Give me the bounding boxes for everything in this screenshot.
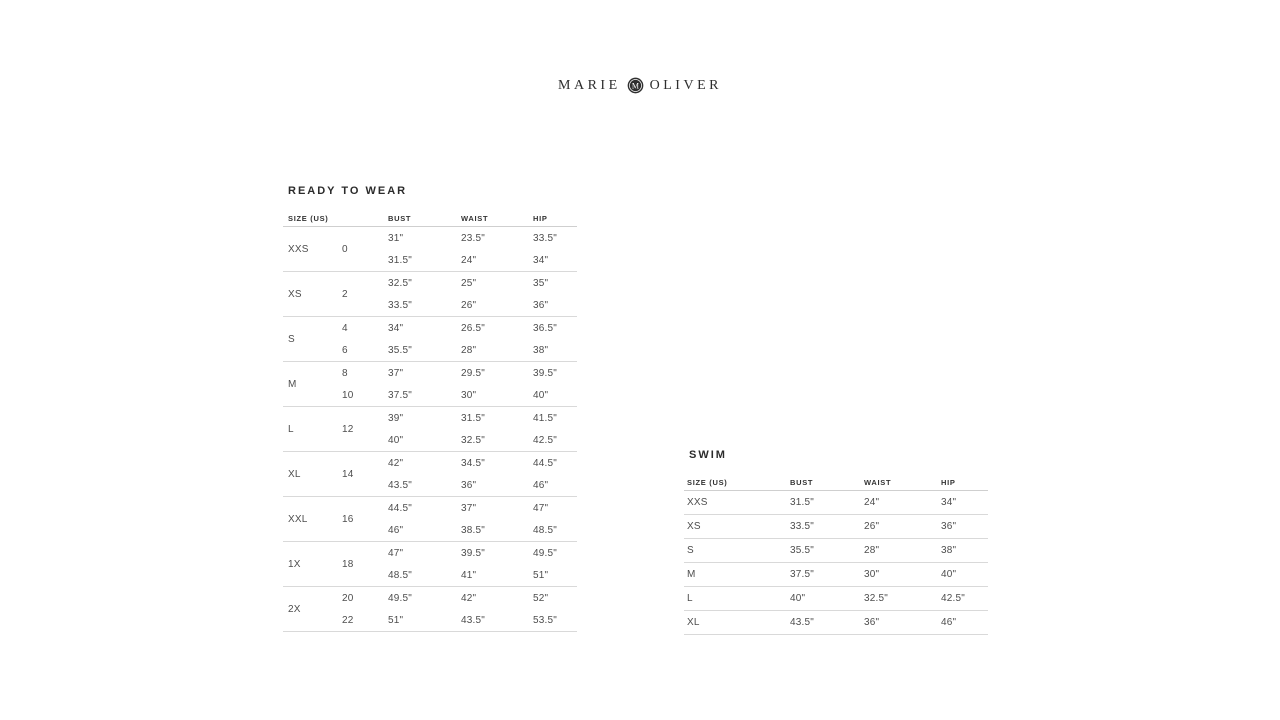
rtw-bust-value: 31" xyxy=(388,232,404,244)
rtw-us-size: 10 xyxy=(342,389,354,401)
rtw-waist-value: 30" xyxy=(461,389,477,401)
rtw-table-header xyxy=(283,211,577,227)
rtw-bust-value: 51" xyxy=(388,614,404,626)
rtw-size-label: XL xyxy=(288,468,301,480)
swim-bust-value: 40" xyxy=(790,593,806,604)
rtw-hip-value: 36" xyxy=(533,299,549,311)
rtw-bust-value: 44.5" xyxy=(388,502,413,514)
rtw-hip-value: 51" xyxy=(533,569,549,581)
rtw-bust-value: 37.5" xyxy=(388,389,413,401)
rtw-waist-value: 43.5" xyxy=(461,614,486,626)
rtw-column-header: BUST xyxy=(388,214,412,223)
rtw-us-size: 22 xyxy=(342,614,354,626)
rtw-size-label: S xyxy=(288,333,295,345)
rtw-waist-value: 42" xyxy=(461,592,477,604)
brand-logo xyxy=(0,77,1280,94)
swim-size-label: XXS xyxy=(687,497,708,508)
ready-to-wear-section xyxy=(283,185,577,632)
swim-bust-value: 33.5" xyxy=(790,521,815,532)
swim-section xyxy=(684,449,988,635)
swim-hip-value: 42.5" xyxy=(941,593,966,604)
rtw-us-size: 12 xyxy=(342,423,354,435)
rtw-waist-value: 39.5" xyxy=(461,547,486,559)
mo-monogram-icon xyxy=(627,77,644,94)
swim-waist-value: 28" xyxy=(864,545,880,556)
rtw-hip-value: 47" xyxy=(533,502,549,514)
swim-table-row xyxy=(684,515,988,539)
rtw-bust-value: 40" xyxy=(388,434,404,446)
rtw-size-group xyxy=(283,362,577,407)
rtw-hip-value: 35" xyxy=(533,277,549,289)
swim-column-header: SIZE (US) xyxy=(687,477,728,487)
rtw-size-group xyxy=(283,497,577,542)
rtw-waist-value: 34.5" xyxy=(461,457,486,469)
rtw-waist-value: 26.5" xyxy=(461,322,486,334)
swim-bust-value: 43.5" xyxy=(790,617,815,628)
rtw-hip-value: 46" xyxy=(533,479,549,491)
swim-table-row xyxy=(684,491,988,515)
logo-text-oliver: OLIVER xyxy=(649,77,722,93)
rtw-bust-value: 34" xyxy=(388,322,404,334)
swim-waist-value: 36" xyxy=(864,617,880,628)
rtw-hip-value: 38" xyxy=(533,344,549,356)
rtw-size-group xyxy=(283,272,577,317)
swim-table-row xyxy=(684,587,988,611)
swim-column-header: BUST xyxy=(790,477,814,487)
swim-size-label: S xyxy=(687,545,694,556)
rtw-us-size: 2 xyxy=(342,288,348,300)
rtw-size-label: XXS xyxy=(288,243,309,255)
swim-waist-value: 32.5" xyxy=(864,593,889,604)
rtw-size-group xyxy=(283,407,577,452)
swim-column-header: WAIST xyxy=(864,477,892,487)
swim-table-row xyxy=(684,611,988,635)
rtw-us-size: 4 xyxy=(342,322,348,334)
rtw-us-size: 6 xyxy=(342,344,348,356)
rtw-hip-value: 53.5" xyxy=(533,614,558,626)
swim-hip-value: 40" xyxy=(941,569,957,580)
rtw-column-header: SIZE (US) xyxy=(288,214,329,223)
rtw-hip-value: 42.5" xyxy=(533,434,558,446)
swim-hip-value: 38" xyxy=(941,545,957,556)
rtw-column-header: HIP xyxy=(533,214,548,223)
swim-size-label: L xyxy=(687,593,693,604)
rtw-waist-value: 25" xyxy=(461,277,477,289)
rtw-hip-value: 49.5" xyxy=(533,547,558,559)
rtw-waist-value: 32.5" xyxy=(461,434,486,446)
swim-table-header xyxy=(684,474,988,491)
swim-size-label: M xyxy=(687,569,696,580)
rtw-hip-value: 41.5" xyxy=(533,412,558,424)
rtw-us-size: 14 xyxy=(342,468,354,480)
rtw-us-size: 0 xyxy=(342,243,348,255)
rtw-hip-value: 34" xyxy=(533,254,549,266)
ready-to-wear-title: READY TO WEAR xyxy=(288,185,408,197)
swim-size-label: XS xyxy=(687,521,701,532)
rtw-us-size: 20 xyxy=(342,592,354,604)
swim-bust-value: 37.5" xyxy=(790,569,815,580)
rtw-size-group xyxy=(283,587,577,632)
rtw-hip-value: 44.5" xyxy=(533,457,558,469)
rtw-bust-value: 39" xyxy=(388,412,404,424)
swim-table-body xyxy=(684,491,988,635)
rtw-size-label: 2X xyxy=(288,603,301,615)
swim-waist-value: 30" xyxy=(864,569,880,580)
swim-hip-value: 46" xyxy=(941,617,957,628)
rtw-waist-value: 24" xyxy=(461,254,477,266)
rtw-bust-value: 49.5" xyxy=(388,592,413,604)
swim-bust-value: 31.5" xyxy=(790,497,815,508)
rtw-bust-value: 48.5" xyxy=(388,569,413,581)
rtw-size-label: L xyxy=(288,423,294,435)
rtw-waist-value: 38.5" xyxy=(461,524,486,536)
rtw-waist-value: 41" xyxy=(461,569,477,581)
swim-bust-value: 35.5" xyxy=(790,545,815,556)
swim-hip-value: 36" xyxy=(941,521,957,532)
rtw-size-label: XXL xyxy=(288,513,308,525)
swim-column-header: HIP xyxy=(941,477,956,487)
rtw-size-label: XS xyxy=(288,288,302,300)
rtw-us-size: 8 xyxy=(342,367,348,379)
rtw-bust-value: 46" xyxy=(388,524,404,536)
swim-hip-value: 34" xyxy=(941,497,957,508)
rtw-hip-value: 36.5" xyxy=(533,322,558,334)
rtw-size-group xyxy=(283,317,577,362)
rtw-bust-value: 47" xyxy=(388,547,404,559)
rtw-size-label: 1X xyxy=(288,558,301,570)
rtw-waist-value: 37" xyxy=(461,502,477,514)
rtw-bust-value: 33.5" xyxy=(388,299,413,311)
rtw-size-group xyxy=(283,542,577,587)
rtw-size-group xyxy=(283,227,577,272)
rtw-hip-value: 48.5" xyxy=(533,524,558,536)
rtw-bust-value: 32.5" xyxy=(388,277,413,289)
rtw-hip-value: 52" xyxy=(533,592,549,604)
rtw-us-size: 16 xyxy=(342,513,354,525)
rtw-hip-value: 39.5" xyxy=(533,367,558,379)
swim-title: SWIM xyxy=(689,449,727,461)
rtw-size-group xyxy=(283,452,577,497)
rtw-table-body xyxy=(283,227,577,632)
logo-text-marie: MARIE xyxy=(558,77,621,93)
rtw-size-label: M xyxy=(288,378,297,390)
rtw-bust-value: 37" xyxy=(388,367,404,379)
rtw-column-header: WAIST xyxy=(461,214,489,223)
rtw-waist-value: 29.5" xyxy=(461,367,486,379)
rtw-bust-value: 31.5" xyxy=(388,254,413,266)
rtw-bust-value: 43.5" xyxy=(388,479,413,491)
rtw-bust-value: 35.5" xyxy=(388,344,413,356)
rtw-waist-value: 28" xyxy=(461,344,477,356)
swim-waist-value: 26" xyxy=(864,521,880,532)
swim-size-label: XL xyxy=(687,617,700,628)
rtw-waist-value: 26" xyxy=(461,299,477,311)
rtw-bust-value: 42" xyxy=(388,457,404,469)
rtw-waist-value: 23.5" xyxy=(461,232,486,244)
rtw-waist-value: 31.5" xyxy=(461,412,486,424)
swim-table-row xyxy=(684,539,988,563)
rtw-waist-value: 36" xyxy=(461,479,477,491)
rtw-hip-value: 33.5" xyxy=(533,232,558,244)
swim-waist-value: 24" xyxy=(864,497,880,508)
svg-text:M: M xyxy=(631,81,639,91)
rtw-hip-value: 40" xyxy=(533,389,549,401)
swim-table-row xyxy=(684,563,988,587)
rtw-us-size: 18 xyxy=(342,558,354,570)
